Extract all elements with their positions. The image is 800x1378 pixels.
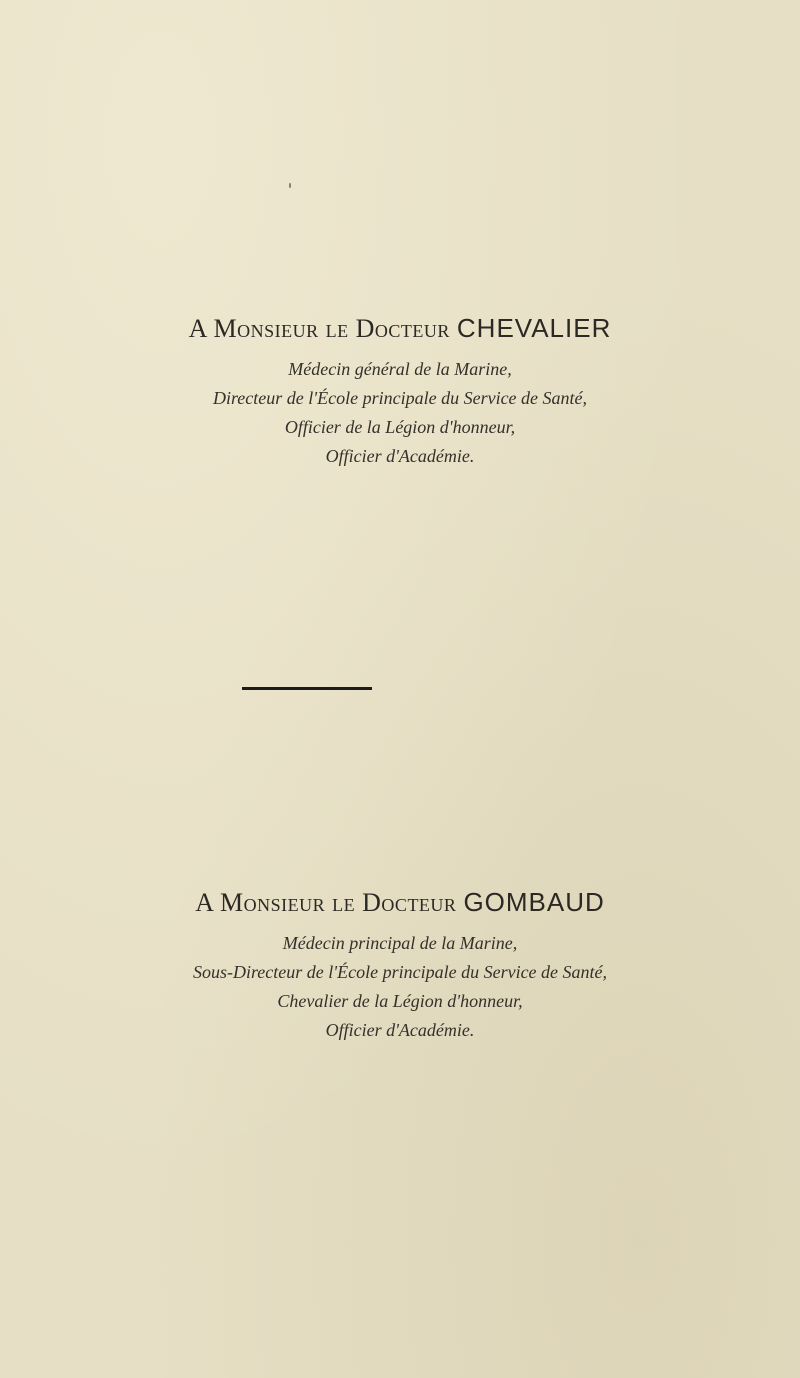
title-line: Officier d'Académie. xyxy=(325,446,475,466)
dedication-heading xyxy=(0,312,800,345)
dedication-prefix: A Monsieur le Docteur xyxy=(188,314,450,343)
separator-rule xyxy=(242,687,372,690)
title-line: Sous-Directeur de l'École principale du Service de Santé, xyxy=(192,962,608,982)
title-line: Médecin général de la Marine, xyxy=(288,359,512,379)
dedication-prefix: A Monsieur le Docteur xyxy=(195,888,457,917)
dedication-heading xyxy=(0,886,800,919)
title-line: Médecin principal de la Marine, xyxy=(282,933,518,953)
title-line: Officier d'Académie. xyxy=(325,1020,475,1040)
dedicatee-titles xyxy=(0,929,800,1045)
dedicatee-titles xyxy=(0,355,800,471)
title-line: Chevalier de la Légion d'honneur, xyxy=(277,991,523,1011)
dedication-gombaud xyxy=(0,886,800,1045)
dedicatee-name: GOMBAUD xyxy=(463,887,605,917)
title-line: Directeur de l'École principale du Service de Santé, xyxy=(212,388,588,408)
title-line: Officier de la Légion d'honneur, xyxy=(284,417,516,437)
dedication-chevalier xyxy=(0,312,800,471)
paper-speck xyxy=(289,183,291,188)
dedicatee-name: CHEVALIER xyxy=(456,313,612,343)
